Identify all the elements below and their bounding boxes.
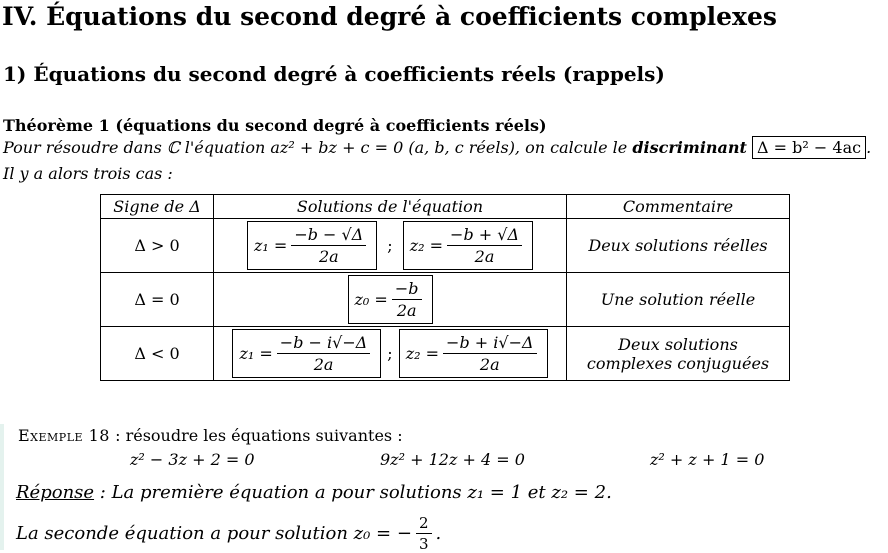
theorem-statement: Pour résoudre dans ℂ l'équation az² + bz + c = 0 (a, b, c réels), on calcule le discriminant Δ = b² − 4ac . <box>3 138 872 157</box>
fraction-denominator: 3 <box>418 535 429 553</box>
row-comment: Deux solutions réelles <box>567 219 790 273</box>
row-sign: Δ = 0 <box>101 273 214 327</box>
fraction-denominator: 2a <box>313 355 334 374</box>
fraction-numerator: −b − √Δ <box>291 225 366 246</box>
fraction-numerator: 2 <box>416 514 432 534</box>
fraction-numerator: −b − i√−Δ <box>277 333 371 354</box>
discriminant-keyword: discriminant <box>632 138 747 157</box>
theorem-title: Théorème 1 (équations du second degré à coefficients réels) <box>3 116 547 135</box>
row-comment <box>567 327 790 381</box>
fraction <box>277 333 371 374</box>
fraction-denominator: 2a <box>318 247 339 266</box>
example-title <box>18 426 403 445</box>
header-solutions: Solutions de l'équation <box>214 195 567 219</box>
answer-text: : La première équation a pour solutions z₁ = 1 et z₂ = 2. <box>99 482 612 503</box>
table-row <box>101 219 790 273</box>
example-instruction: : résoudre les équations suivantes : <box>115 426 403 445</box>
header-sign: Signe de Δ <box>101 195 214 219</box>
row-sign: Δ < 0 <box>101 327 214 381</box>
comment-line: complexes conjuguées <box>586 353 770 373</box>
period: . <box>435 523 442 544</box>
example-equation-3: z² + z + 1 = 0 <box>650 450 765 469</box>
solution-label: z₁ = <box>253 236 288 255</box>
solution-label: z₀ = <box>354 290 388 309</box>
table-row <box>101 273 790 327</box>
row-solutions <box>214 219 567 273</box>
discriminant-formula: Δ = b² − 4ac <box>752 136 866 159</box>
section-heading: IV. Équations du second degré à coefficients complexes <box>2 2 777 31</box>
fraction-denominator: 2a <box>479 355 500 374</box>
fraction-numerator: −b <box>392 279 422 300</box>
answer-line-1 <box>16 482 612 503</box>
example-label: Exemple 18 <box>18 426 110 445</box>
theorem-cases-intro: Il y a alors trois cas : <box>3 164 173 183</box>
example-equation-1: z² − 3z + 2 = 0 <box>130 450 255 469</box>
answer-line-2 <box>16 514 441 553</box>
solution-box-z2 <box>403 221 533 270</box>
table-header-row <box>101 195 790 219</box>
solution-box-z1 <box>247 221 377 270</box>
fraction <box>392 279 422 320</box>
solution-box-z0 <box>348 275 433 324</box>
solution-label: z₂ = <box>405 344 440 363</box>
separator: ; <box>387 236 393 255</box>
fraction <box>447 225 522 266</box>
solution-label: z₁ = <box>239 344 273 363</box>
header-comment: Commentaire <box>567 195 790 219</box>
fraction-numerator: −b + i√−Δ <box>443 333 537 354</box>
fraction-denominator: 2a <box>396 301 417 320</box>
comment-line: Deux solutions <box>618 334 738 354</box>
row-comment: Une solution réelle <box>567 273 790 327</box>
theorem-statement-text: Pour résoudre dans ℂ l'équation az² + bz + c = 0 (a, b, c réels), on calcule le <box>3 138 628 157</box>
separator: ; <box>387 344 393 363</box>
fraction-denominator: 2a <box>474 247 495 266</box>
example-margin-bar <box>0 424 4 550</box>
row-solutions <box>214 273 567 327</box>
solution-box-z1 <box>232 329 381 378</box>
fraction <box>416 514 432 553</box>
solutions-table <box>100 194 790 381</box>
solution-box-z2 <box>399 329 548 378</box>
row-sign: Δ > 0 <box>101 219 214 273</box>
answer-label: Réponse <box>16 482 95 503</box>
example-equation-2: 9z² + 12z + 4 = 0 <box>380 450 525 469</box>
table-row <box>101 327 790 381</box>
answer-text: La seconde équation a pour solution z₀ = − <box>16 523 412 544</box>
fraction <box>291 225 366 266</box>
fraction <box>443 333 537 374</box>
solution-label: z₂ = <box>409 236 444 255</box>
row-solutions <box>214 327 567 381</box>
fraction-numerator: −b + √Δ <box>447 225 522 246</box>
subsection-heading: 1) Équations du second degré à coefficients réels (rappels) <box>3 62 665 86</box>
